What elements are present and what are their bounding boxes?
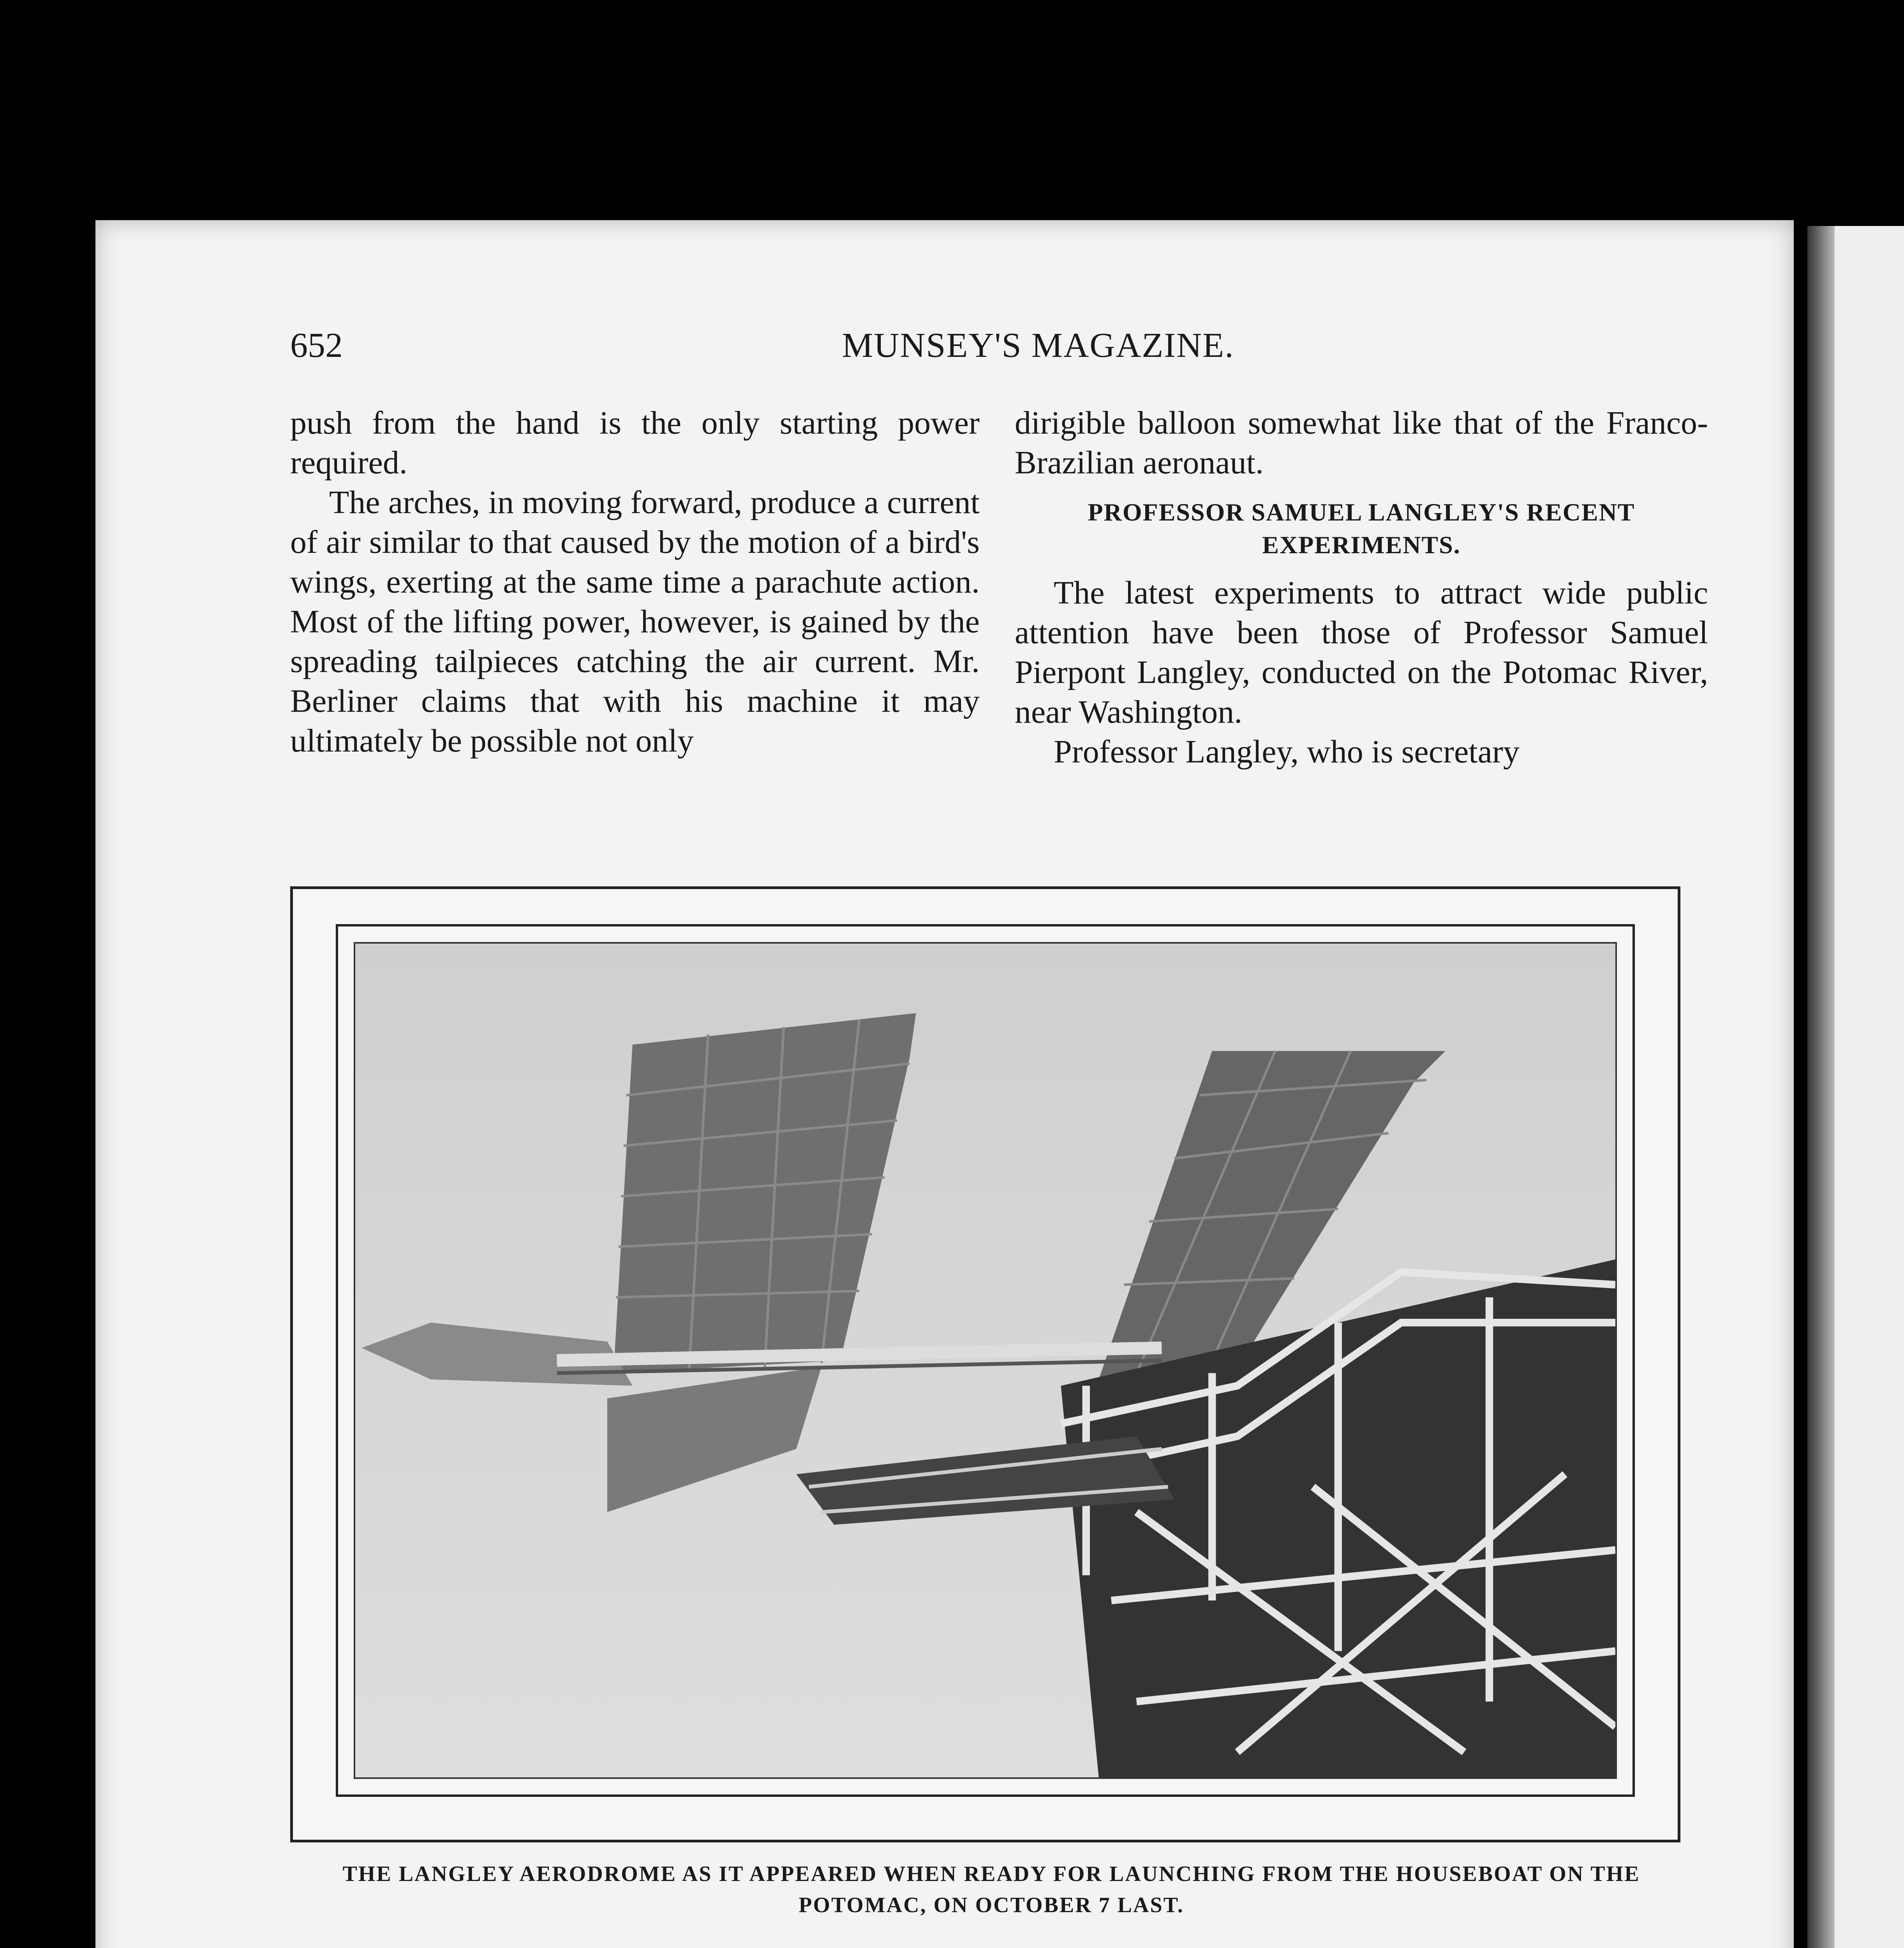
section-heading: PROFESSOR SAMUEL LANGLEY'S RECENT EXPERIMENTS.: [1088, 498, 1635, 559]
top-left-column: [290, 403, 980, 761]
paragraph: dirigible balloon somewhat like that of the Franco-Brazilian aeronaut.: [1015, 405, 1708, 481]
paragraph: The latest experiments to attract wide public attention have been those of Professor Samuel Pierpont Langley, conducted on the Potomac River, near Washington.: [1015, 575, 1708, 730]
paragraph: Professor Langley, who is secretary: [1054, 734, 1520, 770]
figure-caption: THE LANGLEY AERODROME AS IT APPEARED WHEN READY FOR LAUNCHING FROM THE HOUSEBOAT ON THE POTOMAC, ON OCTOBER 7 LAST.: [342, 1862, 1640, 1917]
magazine-page: [95, 220, 1794, 1948]
paragraph: The arches, in moving forward, produce a current of air similar to that caused by the motion of a bird's wings, exerting at the same time a parachute action. Most of the lifting power, however, is gained by the spreading tailpieces catching the air current. Mr. Berliner claims that with his machine it may ultimately be possible not only: [290, 484, 980, 759]
aerodrome-photo: [354, 942, 1617, 1779]
page-spine-shadow: [1807, 226, 1835, 1948]
magazine-title: MUNSEY'S MAGAZINE.: [842, 326, 1234, 365]
running-header: [290, 325, 1786, 368]
photo-frame: [290, 886, 1680, 1842]
paragraph: push from the hand is the only starting power required.: [290, 405, 980, 481]
aerodrome-illustration: [355, 944, 1615, 1777]
top-right-column: [1015, 403, 1708, 772]
photo-border: [336, 924, 1635, 1797]
page-number: 652: [290, 326, 343, 365]
